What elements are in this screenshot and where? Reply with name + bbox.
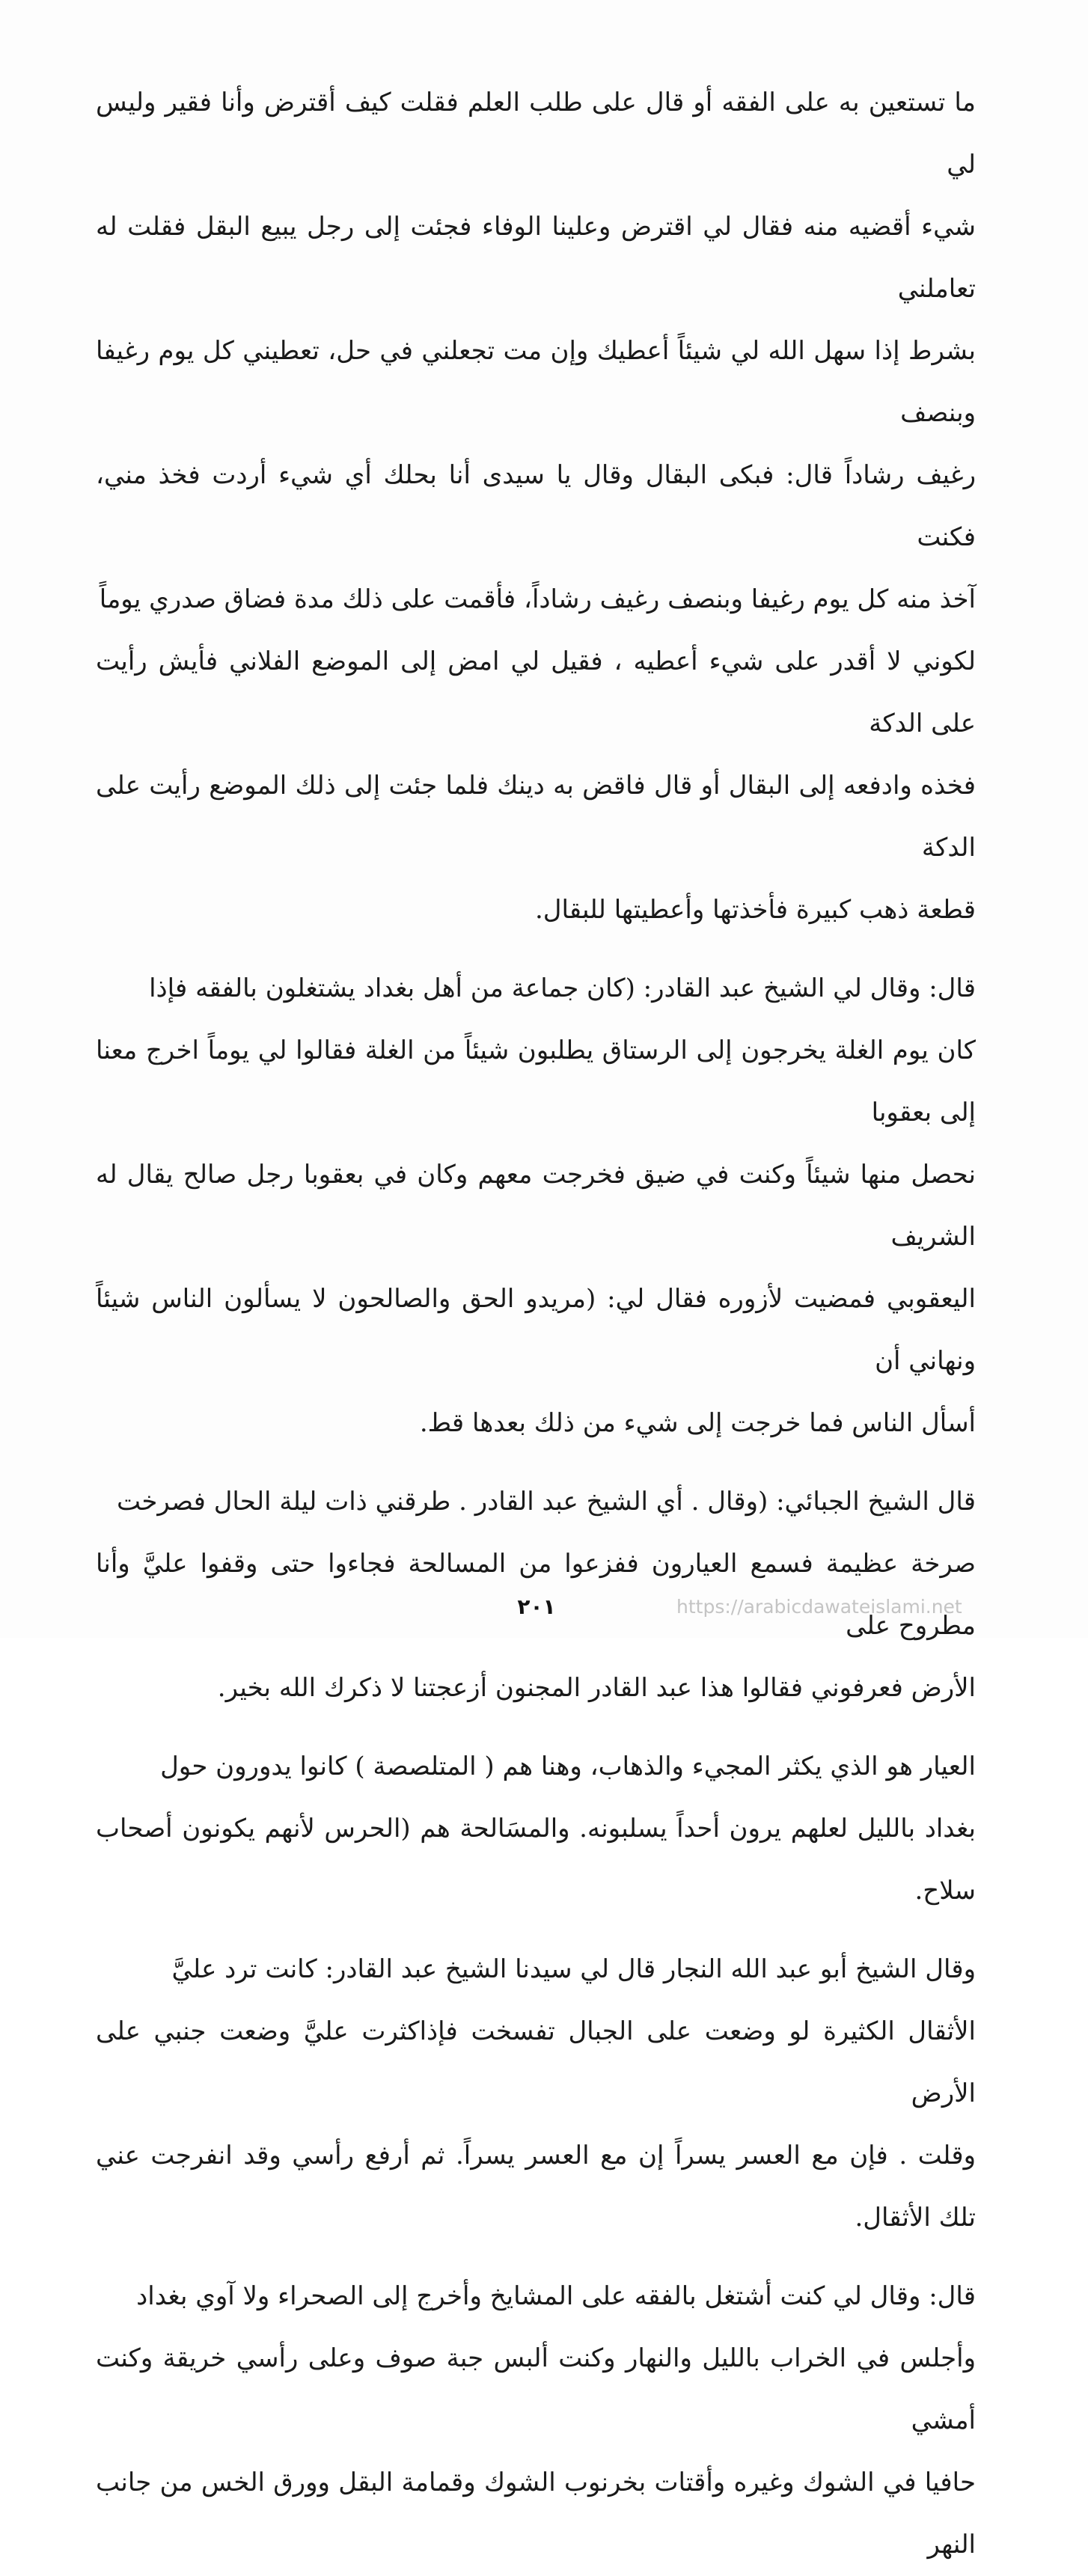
paragraph-1: ما تستعين به على الفقه أو قال على طلب العلم فقلت كيف أقترض وأنا فقير وليس لي شيء أقضيه منه فقال لي اقترض وعلينا الوفاء فجئت إلى رجل يبيع البقل فقلت له تعاملني بشرط إذا سهل الله لي شيئاً أعطيك وإن مت تجعلني في حل، تعطيني كل يوم رغيفا وبنصف رغيف رشاداً قال: فبكى البقال وقال يا سيدى أنا بحلك أي شيء أردت فخذ مني، فكنت آخذ منه كل يوم رغيفا وبنصف رغيف رشاداً، فأقمت على ذلك مدة فضاق صدري يوماً لكوني لا أقدر على شيء أعطيه ، فقيل لي امض إلى الموضع الفلاني فأيش رأيت على الدكة فخذه وادفعه إلى البقال أو قال فاقض به دينك فلما جئت إلى ذلك الموضع رأيت على الدكة قطعة ذهب كبيرة فأخذتها وأعطيتها للبقال. xyxy=(96,88,976,925)
paragraph-5: وقال الشيخ أبو عبد الله النجار قال لي سيدنا الشيخ عبد القادر: كانت ترد عليَّ الأثقال الكثيرة لو وضعت على الجبال تفسخت فإذاكثرت عليَّ وضعت جنبي على الأرض وقلت . فإن مع العسر يسراً إن مع العسر يسراً. ثم أرفع رأسي وقد انفرجت عني تلك الأثقال. xyxy=(96,1954,976,2233)
page-footer xyxy=(0,1592,1088,1637)
page-number: ٢٠١ xyxy=(517,1594,556,1619)
body-text xyxy=(96,72,976,2576)
paragraph-2: قال: وقال لي الشيخ عبد القادر: (كان جماعة من أهل بغداد يشتغلون بالفقه فإذا كان يوم الغلة يخرجون إلى الرستاق يطلبون شيئاً من الغلة فقالوا لي يوماً اخرج معنا إلى بعقوبا نحصل منها شيئاً وكنت في ضيق فخرجت معهم وكان في بعقوبا رجل صالح يقال له الشريف اليعقوبي فمضيت لأزوره فقال لي: (مريدو الحق والصالحون لا يسألون الناس شيئاً ونهاني أن أسأل الناس فما خرجت إلى شيء من ذلك بعدها قط. xyxy=(96,973,976,1438)
paragraph-4: العيار هو الذي يكثر المجيء والذهاب، وهنا هم ( المتلصصة ) كانوا يدورون حول بغداد بالليل لعلهم يرون أحداً يسلبونه. والمسَالحة هم (الحرس لأنهم يكونون أصحاب سلاح. xyxy=(96,1752,976,1906)
paragraph-3: قال الشيخ الجبائي: (وقال . أي الشيخ عبد القادر . طرقني ذات ليلة الحال فصرخت صرخة عظيمة فسمع العيارون ففزعوا من المسالحة فجاءوا حتى وقفوا عليَّ وأنا مطروح على الأرض فعرفوني فقالوا هذا عبد القادر المجنون أزعجتنا لا ذكرك الله بخير. xyxy=(96,1487,976,1703)
watermark-url: https://arabicdawateislami.net xyxy=(676,1596,962,1618)
paragraph-6: قال: وقال لي كنت أشتغل بالفقه على المشايخ وأخرج إلى الصحراء ولا آوي بغداد وأجلس في الخراب بالليل والنهار وكنت ألبس جبة صوف وعلى رأسي خريقة وكنت أمشي حافيا في الشوك وغيره وأقتات بخرنوب الشوك وقمامة البقل وورق الخس من جانب النهر xyxy=(96,2281,976,2560)
